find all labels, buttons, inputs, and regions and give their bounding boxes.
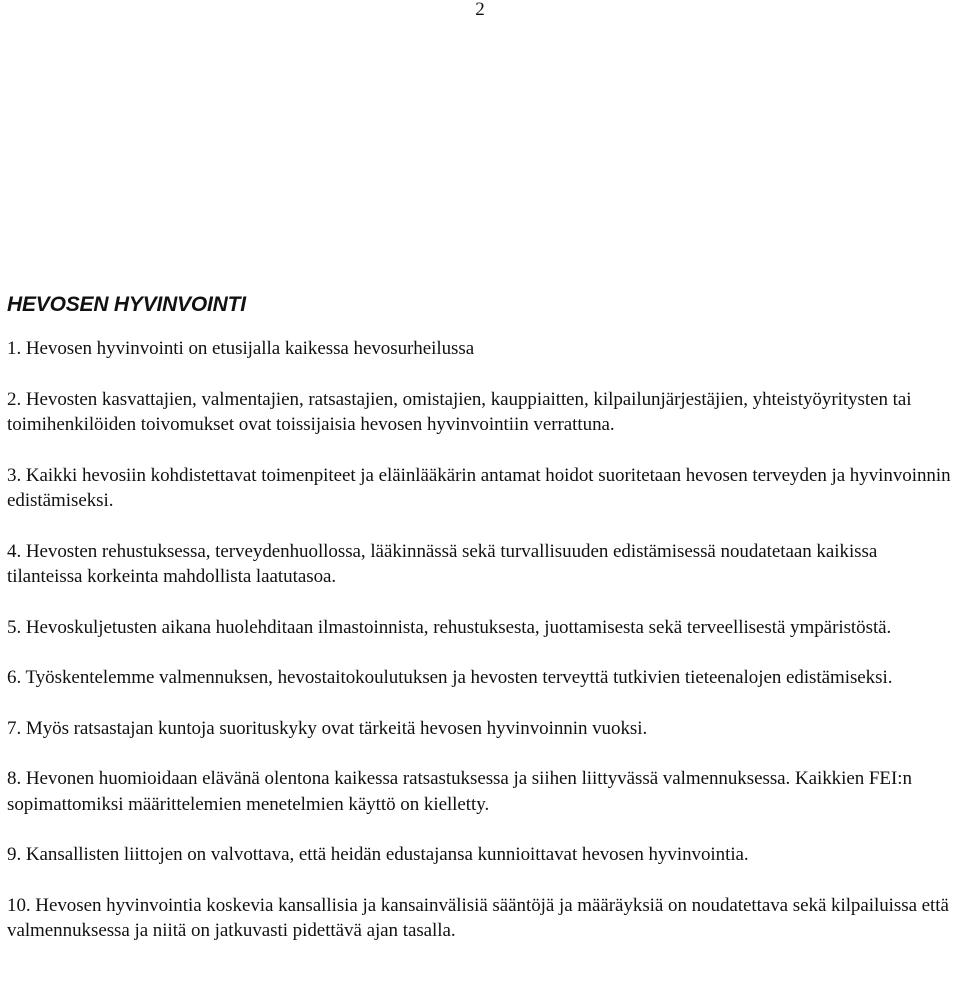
list-item: 8. Hevonen huomioidaan elävänä olentona kaikessa ratsastuksessa ja siihen liittyvässä valmennuksessa. Kaikkien FEI:n sopimattomiksi määrittelemien menetelmien käyttö on kielletty. [7, 768, 912, 815]
document-title: HEVOSEN HYVINVOINTI [7, 293, 246, 316]
list-item: 3. Kaikki hevosiin kohdistettavat toimenpiteet ja eläinlääkärin antamat hoidot suoritetaan hevosen terveyden ja hyvinvoinnin edistämiseksi. [7, 464, 951, 511]
list-item: 10. Hevosen hyvinvointia koskevia kansallisia ja kansainvälisiä sääntöjä ja määräyksiä on noudatettava sekä kilpailuissa että valmennuksessa ja niitä on jatkuvasti pidettävä ajan tasalla. [7, 894, 949, 941]
list-item: 7. Myös ratsastajan kuntoja suorituskyky ovat tärkeitä hevosen hyvinvoinnin vuoksi. [7, 717, 648, 739]
list-item: 5. Hevoskuljetusten aikana huolehditaan ilmastoinnista, rehustuksesta, juottamisesta sekä terveellisestä ympäristöstä. [7, 616, 892, 638]
list-item: 6. Työskentelemme valmennuksen, hevostaitokoulutuksen ja hevosten terveyttä tutkivien tieteenalojen edistämiseksi. [7, 667, 893, 688]
document-body [7, 290, 957, 969]
list-item: 1. Hevosen hyvinvointi on etusijalla kaikessa hevosurheilussa [7, 338, 475, 359]
page-number: 2 [475, 0, 485, 20]
list-item: 2. Hevosten kasvattajien, valmentajien, ratsastajien, omistajien, kauppiaitten, kilpailunjärjestäjien, yhteistyöyritysten tai toimihenkilöiden toivomukset ovat toissijaisia hevosen hyvinvointiin verrattuna. [7, 388, 912, 435]
list-item: 4. Hevosten rehustuksessa, terveydenhuollossa, lääkinnässä sekä turvallisuuden edistämisessä noudatetaan kaikissa tilanteissa korkeinta mahdollista laatutasoa. [7, 540, 878, 587]
list-item: 9. Kansallisten liittojen on valvottava, että heidän edustajansa kunnioittavat hevosen hyvinvointia. [7, 844, 749, 865]
